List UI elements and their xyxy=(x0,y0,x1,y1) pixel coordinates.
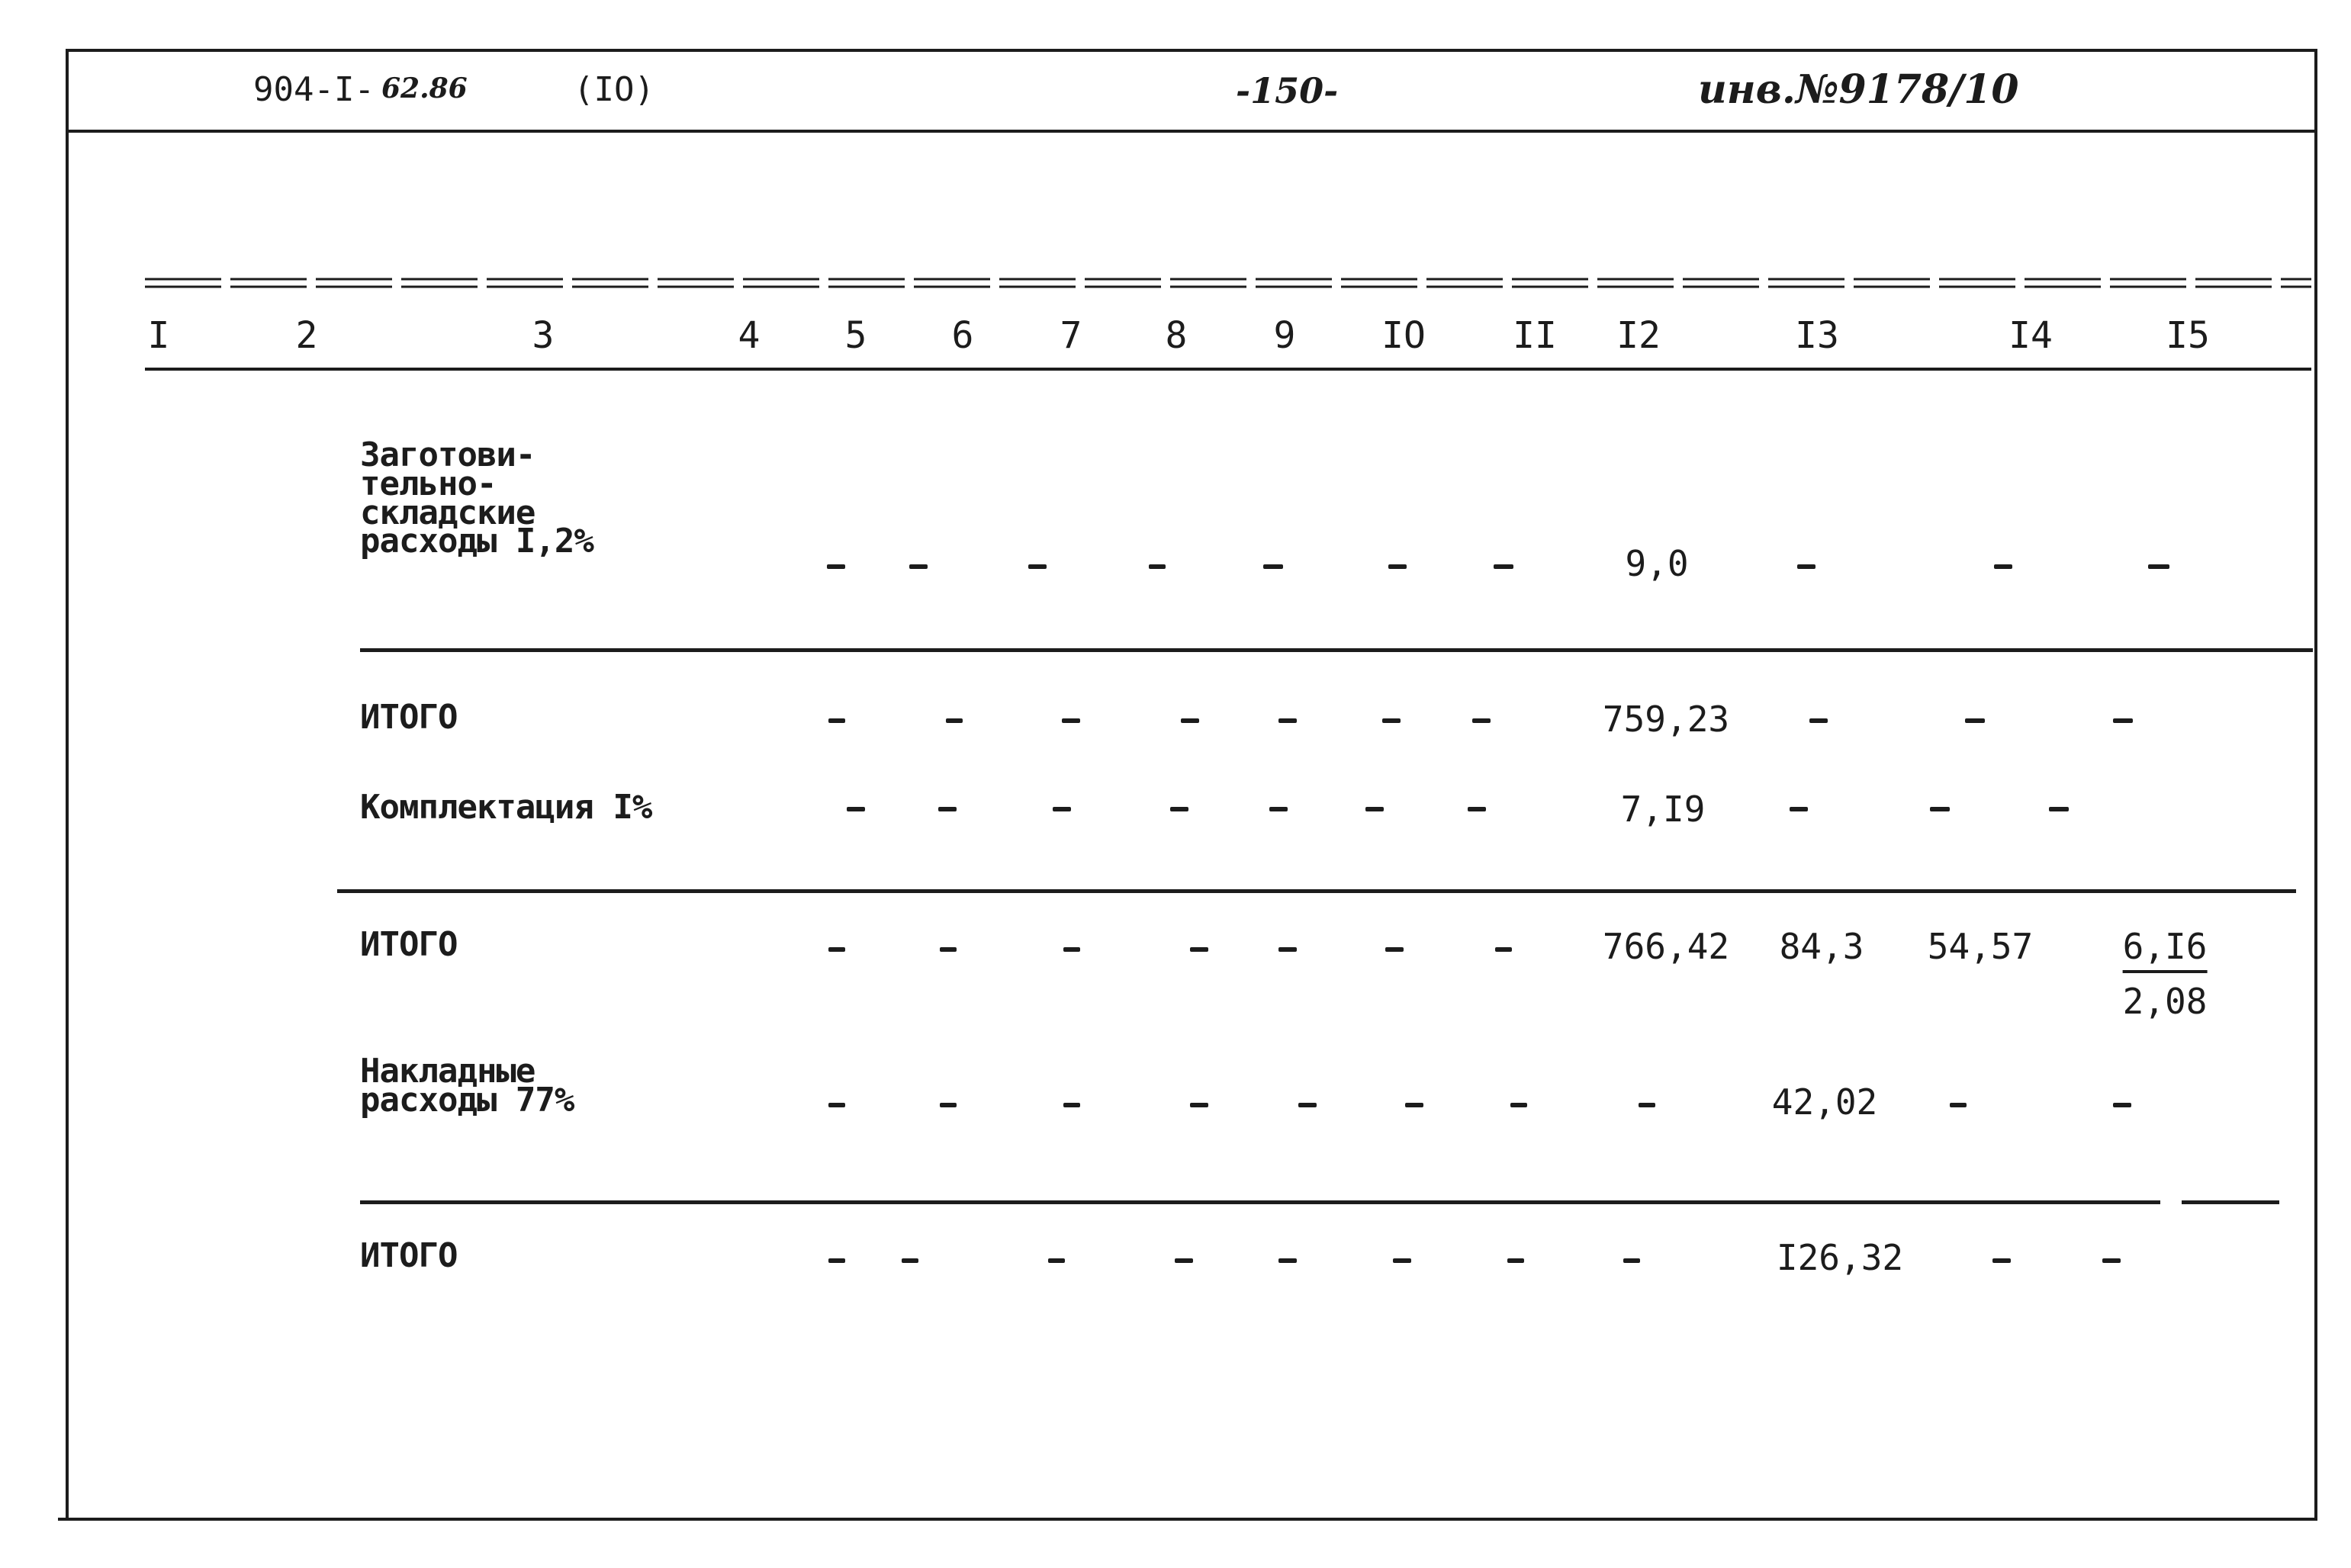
value-cell: 84,3 xyxy=(1779,926,1864,967)
value-dash xyxy=(2049,807,2069,811)
value-dash xyxy=(1048,1258,1065,1263)
col-number: 9 xyxy=(1273,314,1296,357)
value-cell: 54,57 xyxy=(1927,926,2034,967)
value-dash xyxy=(1063,1103,1080,1107)
value-dash xyxy=(938,807,957,811)
col-number: I2 xyxy=(1616,314,1661,357)
row-divider xyxy=(2182,1200,2279,1204)
value-dash xyxy=(1278,1258,1297,1263)
row-label: ИТОГО xyxy=(360,698,458,737)
value-cell: 9,0 xyxy=(1625,543,1689,584)
value-dash xyxy=(1382,718,1401,723)
value-dash xyxy=(1062,718,1080,723)
value-dash xyxy=(1053,807,1071,811)
value-dash xyxy=(1495,947,1512,952)
frame-bottom xyxy=(58,1518,2317,1521)
value-dash xyxy=(1507,1258,1524,1263)
value-dash xyxy=(1965,718,1985,723)
value-dash xyxy=(1190,1103,1208,1107)
page-number: -150- xyxy=(1236,70,1339,111)
value-dash xyxy=(1809,718,1828,723)
value-dash xyxy=(1930,807,1950,811)
value-dash xyxy=(1494,564,1513,569)
value-dash xyxy=(1298,1103,1317,1107)
value-dash xyxy=(1063,947,1080,952)
value-dash xyxy=(2102,1258,2121,1263)
column-header-bottom-rule xyxy=(145,368,2311,371)
value-dash xyxy=(909,564,928,569)
col-number: I xyxy=(147,314,170,357)
fraction-numerator: 6,I6 xyxy=(2123,929,2208,973)
row-label: ИТОГО xyxy=(360,925,458,964)
col-number: II xyxy=(1513,314,1557,357)
column-header-top-rule xyxy=(145,276,2311,293)
value-dash xyxy=(1269,807,1288,811)
value-dash xyxy=(828,1103,845,1107)
col-number: 5 xyxy=(844,314,867,357)
value-dash xyxy=(1393,1258,1411,1263)
frame-left xyxy=(66,49,69,1521)
row-divider xyxy=(337,889,2296,893)
value-cell: 42,02 xyxy=(1771,1081,1878,1123)
col-number: 6 xyxy=(951,314,974,357)
value-dash xyxy=(828,1258,845,1263)
value-dash xyxy=(902,1258,918,1263)
value-cell: 7,I9 xyxy=(1620,789,1706,830)
value-dash xyxy=(828,718,845,723)
value-dash xyxy=(1472,718,1491,723)
value-dash xyxy=(1388,564,1407,569)
col-number: I3 xyxy=(1795,314,1839,357)
value-dash xyxy=(828,947,845,952)
fraction-denominator: 2,08 xyxy=(2122,981,2208,1022)
header-divider xyxy=(66,130,2317,133)
row-label: Комплектация I% xyxy=(360,788,652,827)
value-dash xyxy=(1170,807,1188,811)
value-dash xyxy=(1181,718,1199,723)
value-dash xyxy=(1992,1258,2011,1263)
value-dash xyxy=(1278,947,1297,952)
value-dash xyxy=(1385,947,1404,952)
frame-right xyxy=(2314,49,2317,1521)
value-dash xyxy=(2113,718,2133,723)
col-number: 4 xyxy=(738,314,761,357)
row-label: ИТОГО xyxy=(360,1236,458,1275)
row-label: Накладные расходы 77% xyxy=(360,1052,574,1120)
value-dash xyxy=(1950,1103,1967,1107)
value-dash xyxy=(946,718,963,723)
fraction-value xyxy=(2122,926,2208,1022)
value-cell: I26,32 xyxy=(1776,1237,1904,1278)
value-dash xyxy=(827,564,845,569)
value-dash xyxy=(1278,718,1297,723)
value-dash xyxy=(1994,564,2012,569)
doc-code: 904-I- xyxy=(253,70,375,109)
value-cell: 759,23 xyxy=(1602,699,1730,740)
row-divider xyxy=(360,648,2313,652)
value-dash xyxy=(1263,564,1283,569)
col-number: IO xyxy=(1381,314,1426,357)
value-dash xyxy=(1175,1258,1193,1263)
value-dash xyxy=(1510,1103,1527,1107)
col-number: 7 xyxy=(1060,314,1082,357)
col-number: 8 xyxy=(1165,314,1188,357)
col-number: 2 xyxy=(295,314,318,357)
value-dash xyxy=(847,807,865,811)
value-dash xyxy=(940,1103,957,1107)
col-number: I4 xyxy=(2008,314,2053,357)
value-dash xyxy=(1028,564,1047,569)
value-dash xyxy=(2148,564,2169,569)
value-dash xyxy=(1365,807,1384,811)
value-dash xyxy=(1149,564,1166,569)
value-dash xyxy=(1639,1103,1655,1107)
value-dash xyxy=(1797,564,1816,569)
value-dash xyxy=(1405,1103,1423,1107)
section-number: (IO) xyxy=(574,70,654,109)
col-number: 3 xyxy=(532,314,555,357)
value-dash xyxy=(1623,1258,1640,1263)
value-dash xyxy=(1790,807,1808,811)
row-divider xyxy=(360,1200,2160,1204)
value-cell: 766,42 xyxy=(1602,926,1730,967)
value-dash xyxy=(2113,1103,2131,1107)
col-number: I5 xyxy=(2166,314,2210,357)
inventory-number: инв.№9178/10 xyxy=(1698,66,2019,113)
doc-code-handwritten: 62.86 xyxy=(381,72,468,104)
value-dash xyxy=(1468,807,1486,811)
frame-top xyxy=(66,49,2317,52)
row-label: Заготови- тельно- складские расходы I,2% xyxy=(360,435,593,561)
value-dash xyxy=(940,947,957,952)
value-dash xyxy=(1190,947,1208,952)
